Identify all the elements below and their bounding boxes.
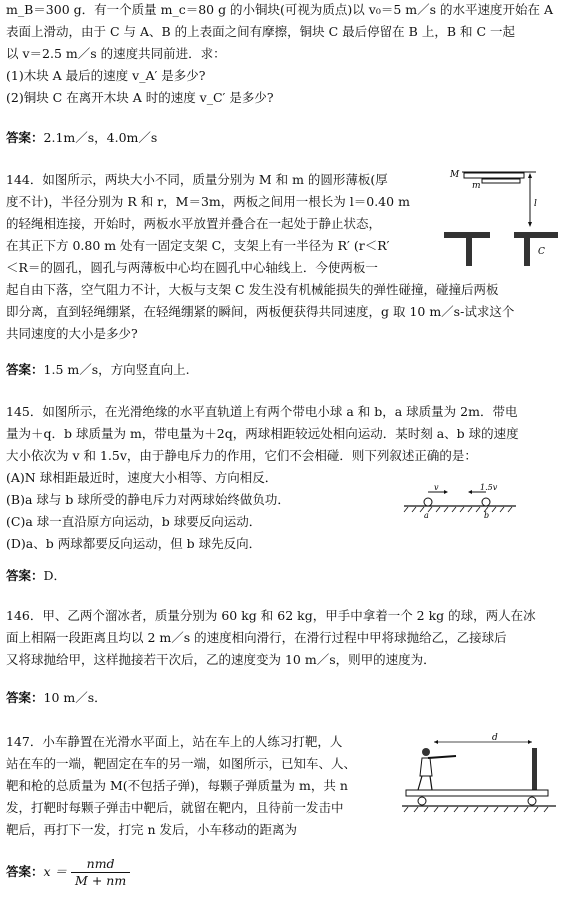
p144-answer	[6, 360, 190, 380]
p144-line-4: 在其正下方 0.80 m 处有一固定支架 C，支架上有一半径为 R′ (r＜R′	[6, 238, 390, 253]
label-M: M	[450, 170, 460, 180]
p144-line-2: 度不计)，半径分别为 R 和 r，M＝3m，两板之间用一根长为 l＝0.40 m	[6, 194, 410, 209]
answer-text: 10 m／s．	[43, 690, 107, 705]
p147-line-3: 靶和枪的总质量为 M(不包括子弹)，每颗子弹质量为 m，共 n	[6, 778, 348, 793]
label-C: C	[538, 247, 545, 257]
p145-line-3: 大小依次为 v 和 1.5v，由于静电斥力的作用，它们不会相碰．则下列叙述正确的是：	[6, 448, 477, 463]
gun	[428, 756, 456, 758]
car-target-figure	[400, 732, 560, 814]
p147-answer	[6, 856, 130, 889]
p144-line-1: 144．如图所示，两块大小不同，质量分别为 M 和 m 的圆形薄板(厚	[6, 172, 388, 187]
p147-line-4: 发，打靶时每颗子弹击中靶后，就留在靶内，且待前一发击中	[6, 800, 344, 815]
label-a: a	[424, 511, 429, 520]
label-d: d	[492, 733, 498, 743]
person-head	[422, 748, 430, 756]
p147-line-5: 靶后，再打下一发，打完 n 发后，小车移动的距离为	[6, 822, 297, 837]
label-m: m	[472, 181, 481, 191]
p145-option-d: (D)a、b 两球都要反向运动，但 b 球先反向．	[6, 536, 262, 551]
p145-line-2: 量为＋q．b 球质量为 m，带电量为＋2q，两球相距较远处相向运动．某时刻 a、b 球的速度	[6, 426, 519, 441]
answer-variable: x ＝	[43, 864, 68, 879]
answer-text: D．	[43, 568, 67, 583]
p147-line-2: 站在车的一端，靶固定在车的另一端，如图所示，已知车、人、	[6, 756, 357, 771]
fraction-numerator: nmd	[71, 856, 130, 873]
p145-answer	[6, 566, 66, 586]
fraction-denominator: M + nm	[75, 873, 127, 888]
support-left	[444, 232, 490, 238]
p146-line-3: 又将球抛给甲，这样抛接若干次后，乙的速度变为 10 m／s，则甲的速度为．	[6, 652, 436, 667]
p147-line-1: 147．小车静置在光滑水平面上，站在车上的人练习打靶，人	[6, 734, 343, 749]
p146-line-2: 面上相隔一段距离且均以 2 m／s 的速度相向滑行，在滑行过程中甲将球抛给乙，乙接球后	[6, 630, 507, 645]
p143-line-2: 表面上滑动，由于 C 与 A、B 的上表面之间有摩擦，铜块 C 最后停留在 B 上，B 和 C 一起	[6, 24, 515, 39]
answer-fraction	[71, 856, 130, 889]
wheel-left	[418, 797, 426, 805]
plates-support-figure	[442, 164, 562, 272]
label-l: l	[534, 199, 537, 209]
car-body	[406, 790, 548, 796]
ball-b	[482, 498, 490, 506]
answer-label: 答案：	[6, 362, 44, 377]
p145-option-c: (C)a 球一直沿原方向运动，b 球要反向运动．	[6, 514, 262, 529]
label-b: b	[484, 511, 490, 520]
p143-line-4: (1)木块 A 最后的速度 v_A′ 是多少?	[6, 68, 206, 83]
answer-label: 答案：	[6, 690, 44, 705]
p145-option-b: (B)a 球与 b 球所受的静电斥力对两球始终做负功．	[6, 492, 290, 507]
p145-line-1: 145．如图所示，在光滑绝缘的水平直轨道上有两个带电小球 a 和 b，a 球质量为 2m．带电	[6, 404, 518, 419]
big-plate	[464, 173, 524, 178]
p143-line-1: m_B＝300 g．有一个质量 m_c＝80 g 的小铜块(可视为质点)以 v₀＝5 m／s 的水平速度开始在 A	[6, 2, 554, 17]
wheel-right	[528, 797, 536, 805]
p144-line-5: ＜R＝的圆孔，圆孔与两薄板中心均在圆孔中心轴线上．今使两板一	[6, 260, 378, 275]
answer-label: 答案：	[6, 568, 44, 583]
label-v: v	[434, 483, 439, 492]
person-body	[420, 758, 432, 776]
p145-option-a: (A)N 球相距最近时，速度大小相等、方向相反．	[6, 470, 278, 485]
p144-line-7: 即分离，直到轻绳绷紧，在轻绳绷紧的瞬间，两板便获得共同速度，g 取 10 m／s-试求这个	[6, 304, 515, 319]
support-right	[514, 232, 558, 238]
charged-balls-figure	[400, 480, 520, 520]
p146-line-1: 146．甲、乙两个溜冰者，质量分别为 60 kg 和 62 kg，甲手中拿着一个 2 kg 的球，两人在冰	[6, 608, 536, 623]
label-1-5v: 1.5v	[480, 483, 498, 492]
p143-line-5: (2)铜块 C 在离开木块 A 时的速度 v_C′ 是多少?	[6, 90, 274, 105]
p144-line-6: 起自由下落，空气阻力不计，大板与支架 C 发生没有机械能损失的弹性碰撞，碰撞后两板	[6, 282, 499, 297]
small-plate	[482, 179, 520, 183]
p143-answer	[6, 128, 157, 148]
ball-a	[424, 498, 432, 506]
p143-line-3: 以 v＝2.5 m／s 的速度共同前进．求：	[6, 46, 226, 61]
p144-line-8: 共同速度的大小是多少?	[6, 326, 138, 341]
answer-label: 答案：	[6, 864, 44, 879]
target	[532, 748, 537, 790]
answer-text: 1.5 m／s，方向竖直向上.	[43, 362, 190, 377]
answer-text: 2.1m／s，4.0m／s	[43, 130, 158, 145]
p144-line-3: 的轻绳相连接，开始时，两板水平放置并叠合在一起处于静止状态，	[6, 216, 382, 231]
answer-label: 答案：	[6, 130, 44, 145]
p146-answer	[6, 688, 107, 708]
